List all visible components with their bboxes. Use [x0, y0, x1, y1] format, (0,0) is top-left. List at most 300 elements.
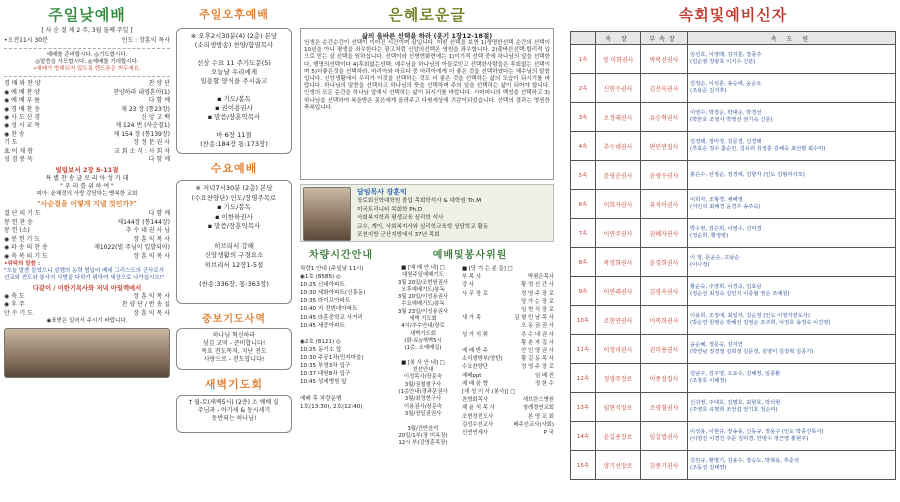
col-other-services [176, 0, 292, 433]
group-subleader: 이복희권사 [641, 306, 688, 335]
box-line: (찬송:336장, 통:363장) [199, 279, 269, 288]
member-line: 이희자, 조형경, 채혜영 [690, 197, 743, 204]
duty-row [462, 347, 554, 355]
duty-name: 오 동 권 권 사 [521, 323, 554, 330]
box-line: 동반되는 하나님! [211, 415, 257, 422]
credential-line: 사회복지학과 평생교육 심리학 석사 [357, 215, 444, 221]
group-subleader: 김종기권사 [641, 451, 688, 480]
table-row [571, 161, 896, 190]
bus-line: 차량1 안내 (주일낮 11시) [300, 266, 364, 272]
essay-title: 삶의 올바른 선택을 하라 (욧기 1장12-18절) [361, 32, 493, 40]
duty-role: 찬명회목사 [462, 397, 489, 404]
group-members [688, 335, 896, 364]
duty-role: 예배ppt [462, 372, 482, 379]
bus-line: 10:37 대원8차 입구 [300, 371, 351, 378]
congregation-photo [4, 328, 170, 378]
order-item: ◉ 찬 송 [4, 130, 25, 138]
duty-role: 김성수선교사 [462, 421, 494, 428]
cell-groups-title: 속회및예비신자 [678, 6, 788, 24]
box-line: ▪ 기도/봉독 [217, 95, 251, 103]
group-leader: 오정래권사 [596, 103, 641, 132]
volunteer-section [386, 246, 554, 447]
bus-line: ◉2호 (8121) ◎ [300, 338, 341, 345]
group-subleader: 임길법권사 [641, 422, 688, 451]
duty-name: 황 길 동 목 사 [521, 356, 554, 363]
group-subleader: 윤영수권사 [641, 161, 688, 190]
group-number: 8속 [571, 248, 596, 277]
table-row [571, 335, 896, 364]
box-line: ※ 오후2시30분(4) (2층) 본당 [190, 32, 278, 40]
table-row [571, 103, 896, 132]
pastor-card [300, 184, 554, 242]
leader-text: 인도 : 장훈익 목사 [121, 37, 170, 44]
duty-role: 제 윤 석 목 사 [462, 405, 495, 412]
worship-line: 3월 20일/이성용권사 [397, 294, 449, 301]
box-line: 신앙생활의 구경요소 [204, 251, 264, 260]
member-line: 김경래, 정미경, 김문경, 신경래 [690, 139, 762, 146]
member-line: 박수현, 김은희, 이영수, 신미경 [690, 226, 762, 233]
member-line: (조동성 김태연) [690, 465, 727, 471]
duty-row [462, 281, 554, 289]
group-members [688, 393, 896, 422]
order-row [4, 139, 170, 147]
group-members [688, 422, 896, 451]
member-line: 황순숙, 주영희, 이경숙, 김효남 [690, 284, 762, 291]
box-line: (소리생방송) 찬양/함열목사 [194, 41, 274, 49]
commission-text: "오늘 말씀 들었으니 살렘의 농력 힘입어 베네 그리스도의 군사로서 선교와 전도와 봉사의 사명을 다하기 위하여 세상으로 나가십시오!" [4, 267, 165, 281]
duty-row [462, 339, 554, 347]
group-number: 1속 [571, 45, 596, 74]
box-line: (찬송:184장 통:173장) [200, 140, 268, 148]
order-row [4, 301, 170, 309]
worship-line: 대원주일예배기도 [402, 272, 444, 279]
cell-groups-body [571, 45, 896, 480]
bus-line: 1호(13:30), 2호(12:40) [300, 403, 363, 410]
member-line: 이 정, 문윤순, 고남순 [690, 255, 740, 262]
bus-line: ◉1호 (8585) ◎ [300, 274, 341, 281]
order-row [4, 80, 170, 88]
group-leader: 신현수권사 [596, 74, 641, 103]
order-value: 찬 양 단 / 반 송 실 [121, 301, 170, 309]
credential-line: 교수, 계이, 사회복지사와 심리학교육학 상담학교 활동 [357, 223, 489, 230]
divider [4, 76, 170, 77]
group-leader: 이희자권사 [596, 190, 641, 219]
order-row [4, 253, 170, 261]
order-row [4, 122, 170, 130]
group-subleader: 박복선권사 [641, 45, 688, 74]
group-leader: 윤영순권사 [596, 161, 641, 190]
intercession-title: 중보기도사역 [202, 314, 266, 325]
group-members [688, 103, 896, 132]
table-row [571, 422, 896, 451]
group-members [688, 451, 896, 480]
volunteer-columns [386, 265, 554, 447]
order-row [4, 131, 170, 139]
member-line: (주영호 유명희 조언섭 권기호 정순미) [690, 407, 778, 413]
order-item: 기 도 [4, 139, 18, 147]
group-number: 13속 [571, 393, 596, 422]
order-item: 안 수 기 도 [4, 309, 33, 317]
group-number: 3속 [571, 103, 596, 132]
group-number: 9속 [571, 277, 596, 306]
worship-line: (1층, 소예배실) [404, 345, 442, 352]
duty-row [462, 388, 554, 396]
duty-row [462, 322, 554, 330]
duty-row [462, 273, 554, 281]
order-of-service-3 [4, 293, 170, 318]
member-line: 임선호, 이영래, 김지훈, 장종주 [690, 52, 762, 59]
duty-row [462, 306, 554, 314]
member-line: (이나정) [690, 262, 710, 268]
bus-line: 10:45 라훈중학교 사거리 [300, 314, 363, 321]
order-item: ◉ 예 배 부 름 [4, 97, 41, 105]
order-value: 다 함 께 [148, 97, 170, 105]
member-line: 김남구, 김주영, 오요수, 김혜정, 임종환 [690, 371, 781, 378]
table-row [571, 219, 896, 248]
table-row [571, 248, 896, 277]
order-row [4, 244, 170, 252]
duty-role: 부 목 사 [462, 274, 482, 281]
order-row [4, 106, 170, 114]
worship-line: 이용권사/장문숙 [403, 403, 443, 410]
box-line: ▪ 말씀/장훈익목사 [207, 113, 261, 121]
dawn-prayer-box [176, 395, 292, 433]
duty-role: 강 사 [462, 282, 475, 289]
farewell-note: ◉표받은 일어서 주시기 바랍니다. [46, 318, 128, 325]
group-number: 12속 [571, 364, 596, 393]
duty-role: 사 무 장 로 [462, 290, 488, 297]
group-number: 11속 [571, 335, 596, 364]
table-row [571, 45, 896, 74]
duty-name: 안 인 영 권 사 [521, 348, 554, 355]
member-line: 이용희, 조정애, 최일자, 김순정 (인도 이영자전도사) [690, 313, 810, 320]
lower-essay-area [300, 246, 554, 447]
group-number: 14속 [571, 422, 596, 451]
col-essay [300, 0, 554, 447]
duty-row [462, 421, 554, 429]
group-subleader: 조영철권사 [641, 393, 688, 422]
intercession-box [176, 328, 292, 370]
group-leader: 정영주장로 [596, 364, 641, 393]
order-value: 장 정 문 권 사 [133, 139, 170, 147]
box-line: 섬김 교역 - 준비합니다! [202, 340, 266, 347]
group-subleader: 김선숙권사 [641, 74, 688, 103]
order-item: 경 배 와 찬 양 [4, 80, 41, 88]
wednesday-worship-title: 수요예배 [210, 162, 258, 175]
order-row [4, 156, 170, 164]
order-item: ◉ 성 시 교 독 [4, 122, 41, 130]
duty-name: 박평은목사 [527, 274, 554, 281]
time-text: •오전11시 30분 [4, 37, 48, 44]
member-line: 홍은수, 선정순, 정경애, 김향자 (인도 김형미사모) [690, 171, 805, 178]
group-number: 6속 [571, 190, 596, 219]
duty-row [462, 331, 554, 339]
order-item: 봉 헌 (소) [4, 227, 30, 235]
pastor-name: 담임목사 장훈익 [357, 188, 407, 196]
header-leader: 속 장 [596, 32, 641, 45]
member-line: 이영수, 박경순, 박대순, 박경선 [690, 110, 762, 117]
duty-role: 신연연세사 [462, 430, 489, 437]
group-members [688, 132, 896, 161]
worship-line: 4시/추수안내/장로 [401, 323, 445, 330]
group-members [688, 74, 896, 103]
member-line: 윤순혜, 정문숙, 김지연 [690, 342, 743, 349]
bus-section [300, 246, 382, 447]
order-row [4, 227, 170, 235]
order-value: 신 앙 고 백 [141, 114, 170, 122]
order-value: 제 154 장 (통139장) [113, 130, 170, 138]
group-leader: 조현연권사 [596, 306, 641, 335]
member-line: (이영진 이경진 주문 김미경, 안병수 정근영 홍현주) [690, 436, 809, 442]
prep-line-1: 예배를 준비합시다. ◎기도합시다. [46, 52, 128, 59]
member-line: 신귀영, 주대호, 김명호, 최현호, 박석현 [690, 400, 781, 407]
duty-name: 정 한 수 [534, 380, 554, 387]
group-number: 15속 [571, 451, 596, 480]
order-item: ◉ 축 복 의 기 도 [4, 252, 48, 260]
essay-body: 인생은 순간순간이 선택이 이어진 시간이며 살입니다. 어떤 선택을 보면 1)생명한선택 순간의 선택이 10년을 아니 평생을 좌우한다는 광고처럼 신앙의선택은 영원을 좌우합니다. 2)출바른선택:합리적 입으로 믿는 살 선택을 원하십니다. 선택이라 신명현화현에는 1)이기적 선택 중에 하나님의 앞을 선택한다, 행명의선택이다 4)후회없는선택: 예수님을 하나님의 아들로믿고 선택한사람들은 후회없는 선택이며 5)더좋은것을 선택하라. 마리아와 마르다 중 마리아에게 더 좋은 것을 선택하였다는 예수님의 말씀입니다. 신앙생활에서 우리가 이것을 선택하는 것도 더 좋은 것을 선택하는 삶의 모습이 되시기를 바랍니다. 하나님의 말씀을 선택하고 하나님의 뜻을 선택하며 주의 일을 선택하는 삶이 되어야 합니다. 인생의 모든 순간을 하나님 앞에서 선택하는 삶이 되시기를 바랍니다. 시어머니의 백성을 선택하고 3)하나님을 선택하여 복을받은 룻은에게 올려주고 다윗세상에 귀감이되었습니다. 선택의 결과는 영원한 축복입니다. [304, 40, 550, 111]
scripture-ref: 빌립보서 2장 5-11절 [55, 166, 119, 175]
divider [4, 48, 170, 49]
duty-name: 본 영 교 회 [528, 413, 554, 420]
worship-line: 3월/권철철구사 [404, 381, 442, 388]
box-line [179, 122, 289, 131]
bus-line: 10:45 세중아파트 [300, 322, 345, 329]
worship-line: 3월/최정현구사 [404, 396, 442, 403]
header-number [571, 32, 596, 45]
credential-line: 포천지방 군산지방에서 37년 목회 [357, 232, 440, 238]
group-number: 5속 [571, 161, 596, 190]
member-line: (정순선 최정숙 김민지 이종월 권순 조예원) [690, 291, 790, 297]
group-members [688, 219, 896, 248]
member-line: 김원규, 황명기, 김용수, 장승도, 박혁용, 추준석 [690, 458, 799, 465]
worship-line: 이정목사/장문숙 [403, 374, 443, 381]
box-line [179, 50, 289, 59]
pastor-photo [303, 187, 351, 241]
group-leader: 양기선장로 [596, 451, 641, 480]
duty-name: 배주선교사(사회) [513, 421, 554, 428]
group-subleader: 윤경희권사 [641, 248, 688, 277]
sunday-worship-title: 주일낮예배 [48, 6, 126, 24]
worship-line: (1층안내)경과문권사 [398, 389, 448, 396]
order-item: 성 경 봉 독 [4, 156, 33, 164]
duty-name: 김 형 민 남 목 사 [514, 315, 554, 322]
worship-line: 3월/장일권권사 [404, 410, 442, 417]
duty-role: 예 배 음 향 [462, 380, 488, 387]
order-value: 찬 양 단 [148, 80, 170, 88]
order-item: ◉ 후 주 [4, 301, 25, 309]
box-line: ▪ 권이용권사 [215, 104, 253, 112]
order-row [4, 236, 170, 244]
duty-row [462, 413, 554, 421]
duty-name: 정 영 주 장 로 [521, 364, 554, 371]
duty-name: 황 춘 자 집 사 [521, 339, 554, 346]
choir-line: 특 별 찬 송 글 로 리 아 성 가 대 [45, 175, 129, 183]
duty-name: 정 영 주 장 로 [521, 290, 554, 297]
group-members [688, 161, 896, 190]
table-header-row [571, 32, 896, 45]
table-row [571, 132, 896, 161]
group-subleader: 김경숙권사 [641, 277, 688, 306]
order-value: 다 함 께 [148, 210, 170, 218]
evening-note: 다같이 / 이한기목사와 저녁 아일렉에서 [32, 284, 142, 292]
order-item: ◉ 예 배 찬 양 [4, 88, 41, 96]
order-value: 제 23 장 (통23장) [121, 105, 170, 113]
box-line: 오늘날 우리에게 [210, 68, 258, 76]
group-members [688, 45, 896, 74]
order-value: 제 124 번 (사순절1) [115, 122, 170, 130]
group-leader: 정 미희권사 [596, 45, 641, 74]
group-members [688, 248, 896, 277]
member-line: (서인석 최해경 윤경주 송주숙) [690, 204, 761, 210]
bus-line: 10:30 주공1차(민지마을) [300, 355, 364, 362]
group-leader: 윤길용장로 [596, 422, 641, 451]
group-leader: 이정미권사 [596, 335, 641, 364]
duty-role: 수요찬양단 [462, 364, 489, 371]
table-row [571, 364, 896, 393]
member-line: 김정순, 이석훈, 송승애, 윤순오 [690, 81, 762, 88]
box-line [179, 270, 289, 280]
order-of-service [4, 80, 170, 164]
col-cell-groups [570, 0, 896, 480]
choir-note: 피아: 윤혜정의 사랑 감당하는 빵복한 교회 [36, 191, 138, 198]
order-value: 장 훈 익 목 사 [133, 235, 170, 243]
member-line: (추효순 정수 홀순인, 김유리 김정훈 김혜숙 최선평 최수미) [690, 146, 826, 152]
wednesday-worship-box [176, 180, 292, 304]
order-row [4, 89, 170, 97]
member-line: (정순희, 황정랑) [690, 233, 729, 239]
group-subleader: 권혜자권사 [641, 219, 688, 248]
duty-role: 성 가 지 휘 [462, 331, 488, 338]
group-number: 7속 [571, 219, 596, 248]
worship-line [386, 418, 460, 425]
group-subleader: 유승혁권사 [641, 103, 688, 132]
member-line: (박연남 정경열 김희정 김문정, 김양미 김정혁 김종기) [690, 349, 814, 355]
table-row [571, 190, 896, 219]
duty-role: ■ [당 기 는 분 들] □ [462, 266, 513, 272]
group-leader: 임현식장로 [596, 393, 641, 422]
dawn-prayer-title: 새벽기도회 [204, 378, 264, 391]
worship-line: 3월/건반음악 [407, 425, 439, 432]
bus-line: 10:45 성세병원 앞 [300, 379, 347, 386]
order-value: 교 회 소 식 : 사 회 자 [114, 147, 170, 155]
box-line [179, 86, 289, 95]
worship-line: 12시 부(강영훈목장) [398, 440, 448, 447]
order-value: 제1022(빌 주님이 입발되어) [94, 244, 170, 252]
sermon-heading: "사순절을 어떻게 지낼 것인가?" [37, 200, 137, 209]
duty-list [462, 265, 554, 447]
credential-line: 장로회신학대학원 졸업 목회학석사 & 대학원 Th.M [357, 198, 482, 204]
duty-row [462, 372, 554, 380]
member-line: (조용준 김지후) [690, 88, 727, 94]
order-item: 봉 헌 찬 송 [4, 218, 33, 226]
duty-name: 임 현 식 장 로 [521, 307, 554, 314]
bus-schedule [300, 265, 382, 411]
box-line [179, 232, 289, 242]
group-leader: 이연래권사 [596, 277, 641, 306]
group-number: 4속 [571, 132, 596, 161]
duty-row [462, 298, 554, 306]
group-number: 10속 [571, 306, 596, 335]
group-leader: 이연주권사 [596, 219, 641, 248]
group-leader: 곽경희권사 [596, 248, 641, 277]
duty-row [462, 314, 554, 322]
worship-line: 친선안내 [412, 367, 434, 374]
duty-role: [새 성 이 사 (봉사)] □ [462, 389, 516, 396]
worship-line: ■ [예 배 안 내] □ [401, 265, 445, 271]
order-item: ◉ 사 도 신 경 [4, 114, 41, 122]
duty-row [462, 380, 554, 388]
worship-line: 3월 20일/조현원권사 [397, 279, 449, 286]
order-item: ◉ 축 도 [4, 292, 25, 300]
pastor-credentials [357, 197, 488, 240]
duty-name: 세브란스병원 [522, 397, 554, 404]
worship-line: 오후예배기도/봉독 [401, 286, 445, 293]
group-members [688, 277, 896, 306]
time-line [4, 37, 170, 45]
box-line: 사랑으로 - 전도합니다! [203, 356, 265, 363]
choir-song: " 우 리 를 위 하 여 " [60, 183, 114, 191]
group-subleader: 이종섭집사 [641, 364, 688, 393]
box-line: 히브리서 강해 [214, 241, 254, 250]
order-item: 표 어 제 창 [4, 147, 33, 155]
commission-title: •위탁의 말씀 : [4, 260, 41, 267]
order-value: 장 훈 익 목 사 [133, 252, 170, 260]
box-line: (수요찬양단) 인도/장명주목로 [191, 193, 277, 202]
afternoon-worship-title: 주일오후예배 [199, 8, 269, 21]
bus-line: 10:25 동기소 앞 [300, 346, 342, 353]
duty-row [462, 290, 554, 298]
cell-groups-table [570, 31, 896, 480]
duty-row [462, 404, 554, 412]
member-line: 이성용, 이현규, 장송용, 신동규, 정용구 (인도 박종진목사) [690, 429, 824, 436]
member-line: (박한호 조영사 박영선 권기숙 신분) [690, 117, 773, 123]
table-row [571, 74, 896, 103]
group-members [688, 364, 896, 393]
box-line: ※ 저녁7시30분 (2층) 본당 [195, 184, 273, 192]
worship-line: (화-토)/새벽5시 [404, 337, 442, 344]
group-members [688, 306, 896, 335]
box-line: ▪ 말씀/장훈익목사 [207, 222, 261, 231]
box-line: 일용할 양식을 주시옵고 [200, 77, 268, 85]
box-line: 히브리서 12장1-5절 [204, 260, 264, 269]
member-line: (김순영 정광호 이지수 신분) [690, 59, 756, 65]
duty-name: 황 정 선 간 사 [521, 282, 554, 289]
volunteer-title: 예배및봉사위원 [432, 250, 508, 261]
header-members: 속 도 원 [688, 32, 896, 45]
duty-role: 소리생방부(양탄) [462, 356, 503, 363]
box-line: ▪ 이한하권사 [215, 212, 253, 221]
order-value: 다 함 께 [148, 156, 170, 164]
worship-line: 3월 23일/이성용권사 [397, 308, 449, 315]
order-row [4, 210, 170, 218]
duty-name: P 국 [543, 430, 554, 437]
bus-schedule-title: 차량시간안내 [309, 250, 373, 261]
order-item: ◉ 파 송 의 찬 송 [4, 244, 48, 252]
prep-line-3: •예배가 방해되지 않도록 핸드폰은 꺼두세요. [33, 66, 141, 73]
duty-name: 당 가 는 장 로 [521, 298, 554, 305]
order-item: ◉ 경 배 찬 송 [4, 105, 41, 113]
group-subleader: 유석이권사 [641, 190, 688, 219]
order-value: 추 수 네 권 사 님 [125, 227, 170, 235]
order-value: 장 훈 익 목 사 [133, 292, 170, 300]
bus-line [300, 330, 382, 338]
group-number: 2속 [571, 74, 596, 103]
table-row [571, 451, 896, 480]
box-line: 마 6장 11절 [216, 131, 252, 139]
box-line: † 월-토(새벽5시) (2층) 소 예배 실 [189, 399, 279, 406]
order-item: ◉ 봉 헌 기 도 [4, 235, 41, 243]
duty-role: 조현정전도사 [462, 413, 494, 420]
